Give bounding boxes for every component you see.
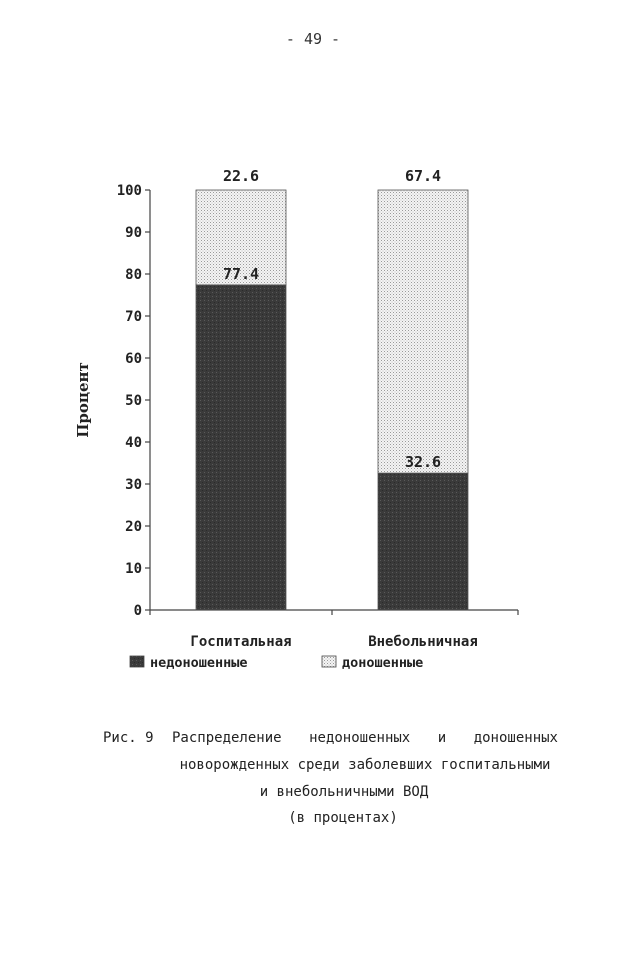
bar-segment-nedonoshennye: [196, 285, 286, 610]
y-tick-label: 80: [125, 267, 142, 283]
y-tick-label: 70: [125, 309, 142, 325]
caption-text-1: Распределение недоношенных и доношенных: [172, 730, 558, 746]
legend-swatch-donoshennye: [322, 656, 336, 667]
caption-text-2: новорожденных среди заболевших госпитальными: [179, 757, 551, 773]
caption-prefix: Рис. 9: [103, 730, 154, 746]
y-axis-label: Процент: [74, 362, 92, 438]
y-tick-label: 100: [116, 183, 142, 199]
caption-text-3: и внебольничными ВОД: [259, 784, 429, 800]
data-label-top: 67.4: [404, 167, 442, 185]
y-tick-label: 40: [125, 435, 142, 451]
y-tick-label: 0: [133, 603, 142, 619]
caption-line-3: [0, 784, 626, 800]
legend-swatch-nedonoshennye: [130, 656, 144, 667]
legend: [130, 655, 423, 671]
y-tick-label: 60: [125, 351, 142, 367]
data-label-inner: 32.6: [404, 453, 442, 472]
category-label: Госпитальная: [190, 634, 292, 650]
bars: [196, 190, 468, 610]
legend-label-donoshennye: доношенные: [342, 655, 424, 671]
category-label: Внебольничная: [368, 634, 478, 650]
caption-line-4: [0, 810, 626, 826]
y-tick-label: 30: [125, 477, 142, 493]
y-tick-label: 20: [125, 519, 142, 535]
data-label-inner: 77.4: [222, 264, 260, 283]
caption-text-4: (в процентах): [288, 810, 398, 826]
bar-segment-nedonoshennye: [378, 473, 468, 610]
y-tick-label: 50: [125, 393, 142, 409]
page-number: - 49 -: [285, 30, 341, 48]
bar-segment-donoshennye: [378, 190, 468, 473]
data-label-top: 22.6: [222, 167, 260, 185]
legend-label-nedonoshennye: недоношенные: [150, 655, 248, 671]
y-tick-label: 90: [125, 225, 142, 241]
y-tick-label: 10: [125, 561, 142, 577]
